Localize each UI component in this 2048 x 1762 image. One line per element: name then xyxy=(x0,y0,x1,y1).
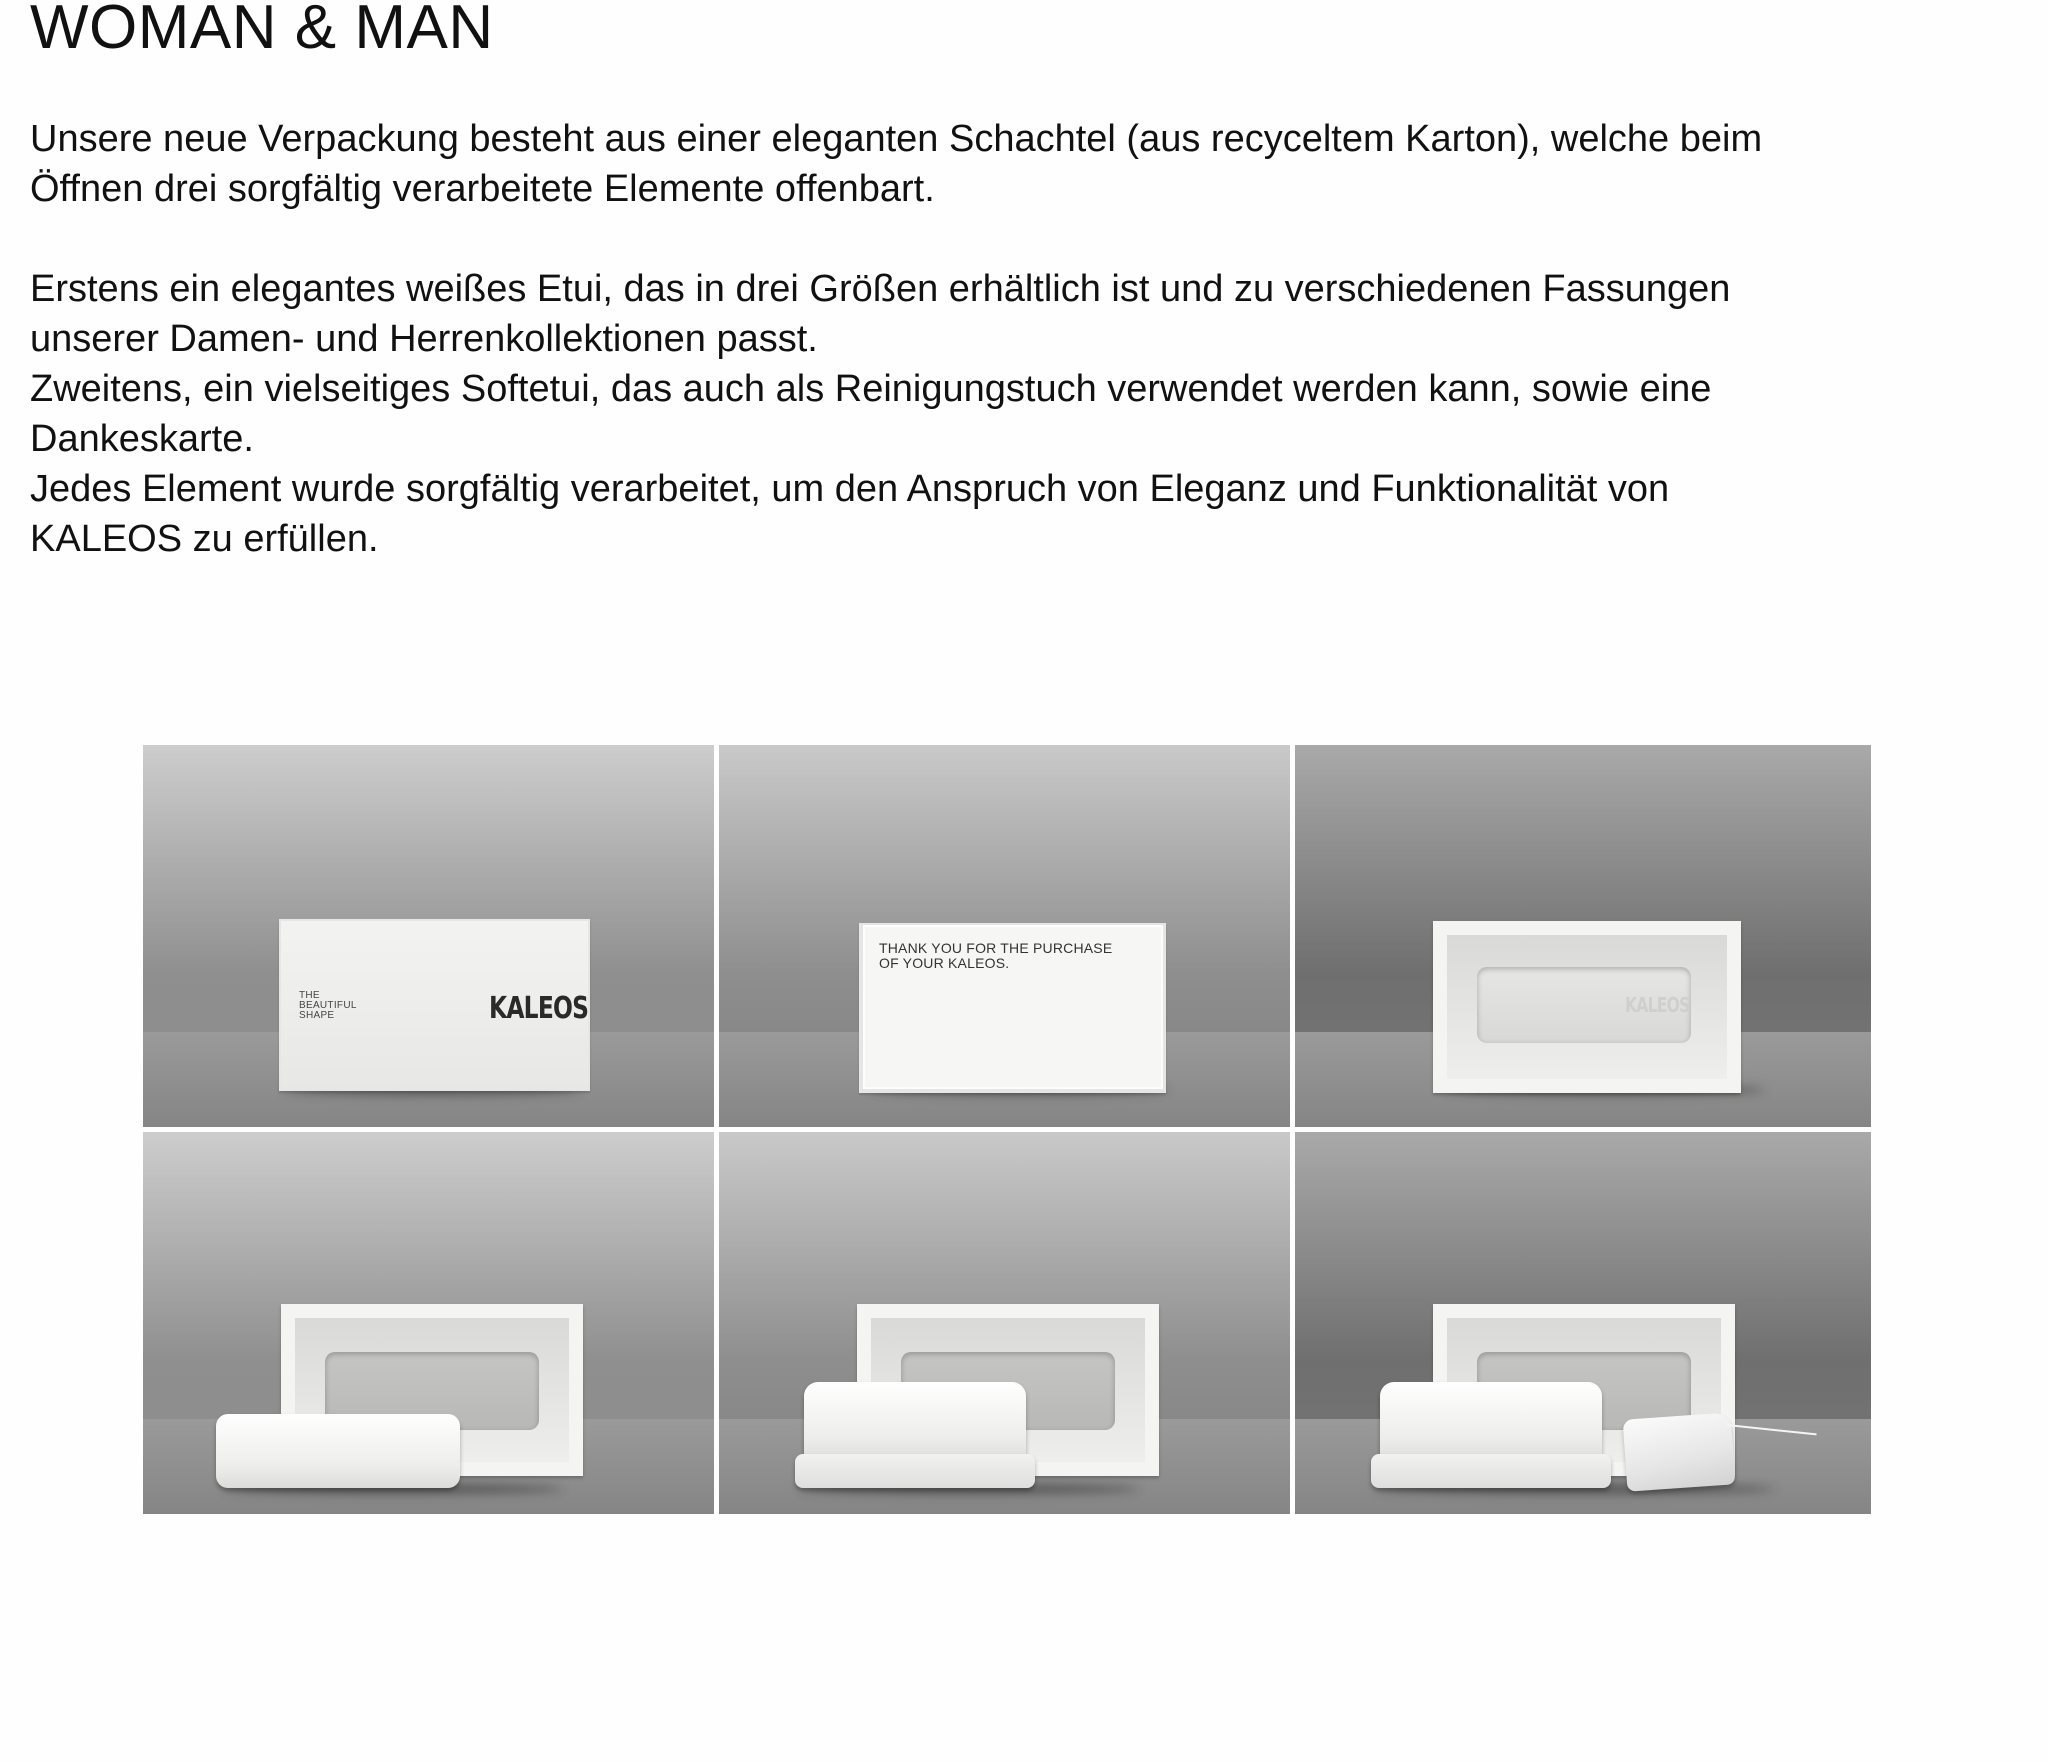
hard-case-lid xyxy=(1380,1382,1602,1462)
hard-case-lid xyxy=(804,1382,1026,1462)
photo-open-box[interactable] xyxy=(1295,745,1871,1127)
photo-thank-you-card[interactable] xyxy=(719,745,1290,1127)
card-text: THANK YOU FOR THE PURCHASE OF YOUR KALEOS. xyxy=(879,940,1113,971)
photo-box-with-case[interactable] xyxy=(143,1132,714,1514)
packaging-box-open xyxy=(1433,921,1741,1093)
text-line: unserer Damen- und Herrenkollektionen passt. xyxy=(30,318,818,360)
photo-box-with-open-case[interactable] xyxy=(719,1132,1290,1514)
text-line: KALEOS zu erfüllen. xyxy=(30,518,379,560)
details-paragraph xyxy=(30,264,1870,564)
text-line: Dankeskarte. xyxy=(30,418,254,460)
photo-closed-box[interactable] xyxy=(143,745,714,1127)
page-title: WOMAN & MAN xyxy=(30,0,494,62)
photo-gallery xyxy=(143,745,1871,1514)
text-line: Erstens ein elegantes weißes Etui, das in drei Größen erhältlich ist und zu verschiedenen Fassungen xyxy=(30,268,1731,310)
hard-case-closed xyxy=(216,1414,460,1488)
hard-case-base xyxy=(795,1454,1035,1488)
soft-pouch xyxy=(1623,1412,1736,1491)
text-line: Öffnen drei sorgfältig verarbeitete Elemente offenbart. xyxy=(30,168,935,210)
kaleos-logo: KALEOS xyxy=(489,991,589,1026)
pouch-cord xyxy=(1727,1424,1817,1435)
embossed-panel xyxy=(1477,967,1691,1043)
embossed-logo: KALEOS xyxy=(1625,993,1690,1017)
thank-you-card xyxy=(865,927,1161,1087)
box-tagline: THE BEAUTIFUL SHAPE xyxy=(299,990,357,1021)
intro-paragraph xyxy=(30,114,1870,214)
text-line: Jedes Element wurde sorgfältig verarbeitet, um den Anspruch von Eleganz und Funktionalität von xyxy=(30,468,1670,510)
hard-case-base xyxy=(1371,1454,1611,1488)
text-line: Unsere neue Verpackung besteht aus einer eleganten Schachtel (aus recyceltem Karton), welche beim xyxy=(30,118,1763,160)
photo-full-set[interactable] xyxy=(1295,1132,1871,1514)
packaging-box xyxy=(279,919,590,1091)
text-line: Zweitens, ein vielseitiges Softetui, das auch als Reinigungstuch verwendet werden kann, sowie eine xyxy=(30,368,1712,410)
